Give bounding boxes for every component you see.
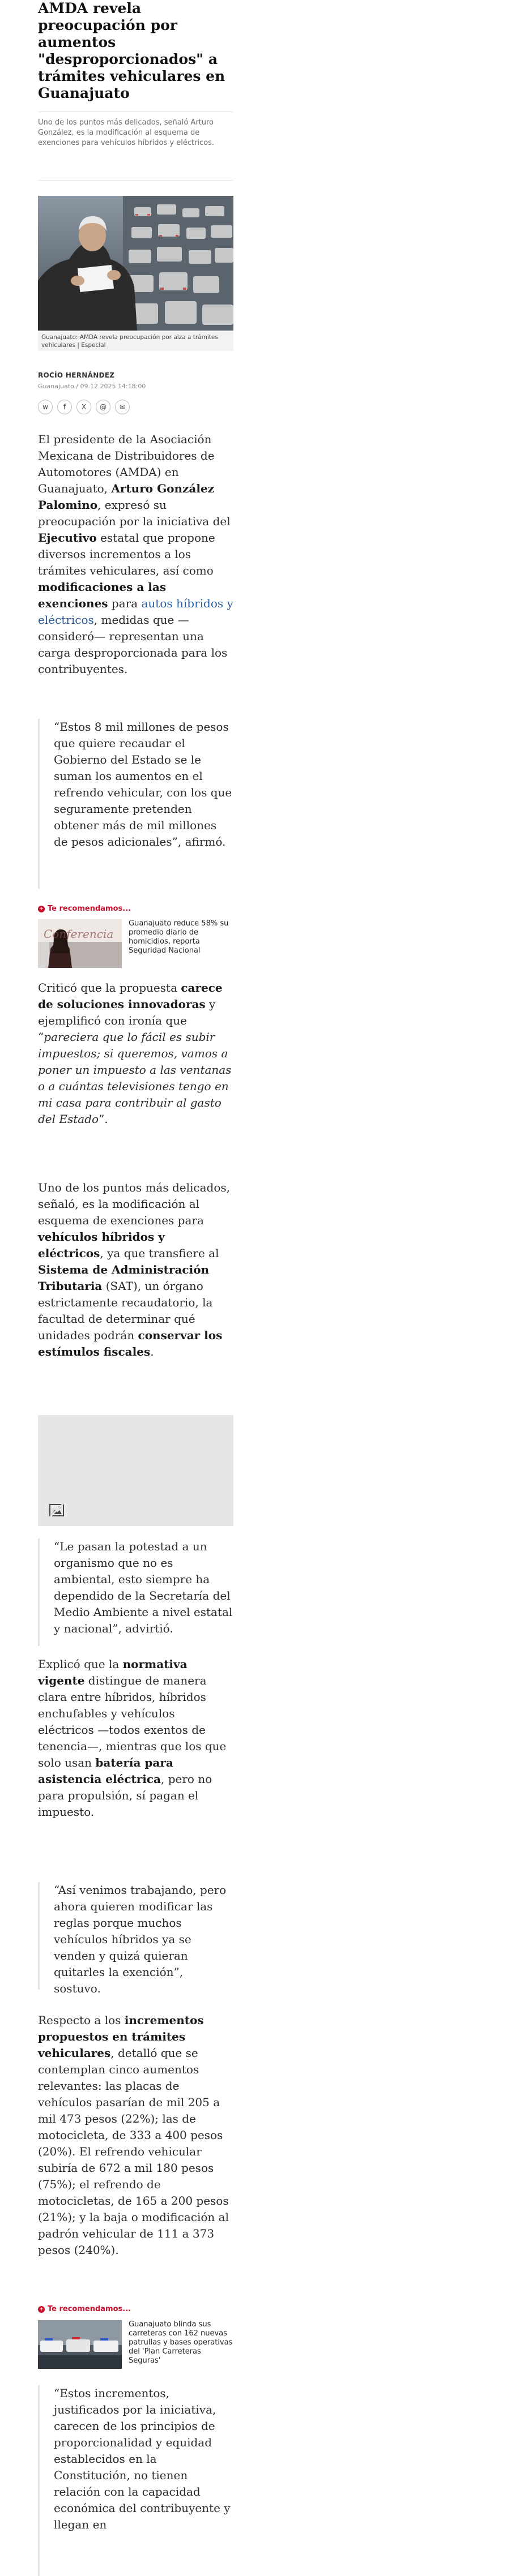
pull-quote-3: “Así venimos trabajando, pero ahora quieren modificar las reglas porque muchos vehículos híbridos ya se venden y quizá quieran quitarles la exención”, sostuvo.	[38, 1882, 233, 1990]
x-icon: X	[81, 403, 87, 411]
article-summary: Uno de los puntos más delicados, señaló Arturo González, es la modificación al esquema de exenciones para vehículos híbridos y eléctricos.	[38, 118, 215, 147]
paragraph-5: Respecto a los incrementos propuestos en trámites vehiculares, detalló que se contemplan cinco aumentos relevantes: las placas de vehículos pasarían de mil 205 a mil 473 pesos (22%); las de motocicleta, de 333 a 400 pesos (20%). El refrendo vehicular subiría de 672 a mil 180 pesos (75%); el refrendo de motocicletas, de 165 a 200 pesos (21%); y la baja o modificación al padrón vehicular de 111 a 373 pesos (240%).	[38, 2013, 229, 2257]
email-icon: ✉	[119, 403, 126, 411]
recommended-thumbnail-1[interactable]	[38, 919, 122, 968]
x-share-button[interactable]	[76, 400, 91, 414]
summary-divider	[38, 180, 233, 181]
paragraph-2: Criticó que la propuesta carece de soluciones innovadoras y ejemplificó con ironía que “pareciera que lo fácil es subir impuestos; si queremos, vamos a poner un impuesto a las ventanas o a cuántas televisiones tengo en mi casa para contribuir al gasto del Estado”.	[38, 981, 232, 1126]
hybrid-cars-link[interactable]: autos híbridos y eléctricos	[38, 597, 233, 627]
photo-caption: Guanajuato: AMDA revela preocupación por alza a trámites vehiculares | Especial	[38, 332, 233, 351]
threads-share-button[interactable]	[96, 400, 110, 414]
recommended-card-1[interactable]	[38, 919, 233, 968]
whatsapp-icon: w	[42, 403, 48, 411]
recommended-card-2[interactable]	[38, 2320, 233, 2369]
threads-icon: @	[100, 403, 107, 411]
recommended-label-1: + Te recomendamos...	[38, 905, 233, 913]
paragraph-3: Uno de los puntos más delicados, señaló, es la modificación al esquema de exenciones para vehículos híbridos y eléctricos, ya que transfiere al Sistema de Administración Tributaria (SAT), un órgano estrictamente recaudatorio, la facultad de determinar qué unidades podrán conservar los estímulos fiscales.	[38, 1181, 230, 1358]
facebook-icon: f	[63, 403, 66, 411]
recommended-title-1[interactable]: Guanajuato reduce 58% su promedio diario de homicidios, reporta Seguridad Nacional	[129, 919, 229, 955]
paragraph-1: El presidente de la Asociación Mexicana de Distribuidores de Automotores (AMDA) en Guanajuato, Arturo González Palomino, expresó su preocupación por la iniciativa del Ejecutivo estatal que propone diversos incrementos a los trámites vehiculares, así como modificaciones a las exenciones para autos híbridos y eléctricos, medidas que —consideró— representan una carga desproporcionada para los contribuyentes.	[38, 432, 233, 676]
conference-photo-illustration	[38, 919, 122, 968]
plus-circle-icon: +	[38, 2306, 45, 2313]
article-dateline: Guanajuato / 09.12.2025 14:18:00	[38, 383, 146, 390]
email-share-button[interactable]	[115, 400, 130, 414]
recommended-title-2[interactable]: Guanajuato blinda sus carreteras con 162 nuevas patrullas y bases operativas del 'Plan Carreteras Seguras'	[129, 2320, 233, 2365]
patrol-cars-photo-illustration	[38, 2320, 122, 2369]
pull-quote-1: “Estos 8 mil millones de pesos que quiere recaudar el Gobierno del Estado se le suman los aumentos en el refrendo vehicular, con los que seguramente pretenden obtener más de mil millones de pesos adicionales”, afirmó.	[38, 719, 233, 889]
broken-image-icon	[48, 1502, 65, 1519]
recommended-label-2: + Te recomendamos...	[38, 2305, 233, 2313]
pull-quote-4: “Estos incrementos, justificados por la iniciativa, carecen de los principios de proporcionalidad y equidad establecidos en la Constitución, no tienen relación con la capacidad económica del contribuyente y llegan en	[38, 2385, 233, 2576]
pull-quote-2: “Le pasan la potestad a un organismo que no es ambiental, esto siempre ha dependido de la Secretaría del Medio Ambiente a nivel estatal y nacional”, advirtió.	[38, 1538, 233, 1646]
share-buttons	[38, 400, 130, 414]
article-headline: AMDA revela preocupación por aumentos "desproporcionados" a trámites vehiculares en Guanajuato	[38, 0, 225, 101]
traffic-photo-illustration	[38, 196, 233, 331]
facebook-share-button[interactable]	[57, 400, 72, 414]
paragraph-4: Explicó que la normativa vigente distingue de manera clara entre híbridos, híbridos enchufables y vehículos eléctricos —todos exentos de tenencia—, mientras que los que solo usan batería para asistencia eléctrica, pero no para propulsión, sí pagan el impuesto.	[38, 1657, 227, 1819]
article-photo[interactable]	[38, 196, 233, 331]
recommended-thumbnail-2[interactable]	[38, 2320, 122, 2369]
author-name[interactable]: ROCÍO HERNÁNDEZ	[38, 371, 115, 379]
plus-circle-icon: +	[38, 906, 45, 912]
thumbnail-overlay-text: Conferencia	[44, 927, 114, 941]
whatsapp-share-button[interactable]	[38, 400, 53, 414]
ad-placeholder[interactable]	[38, 1415, 233, 1526]
